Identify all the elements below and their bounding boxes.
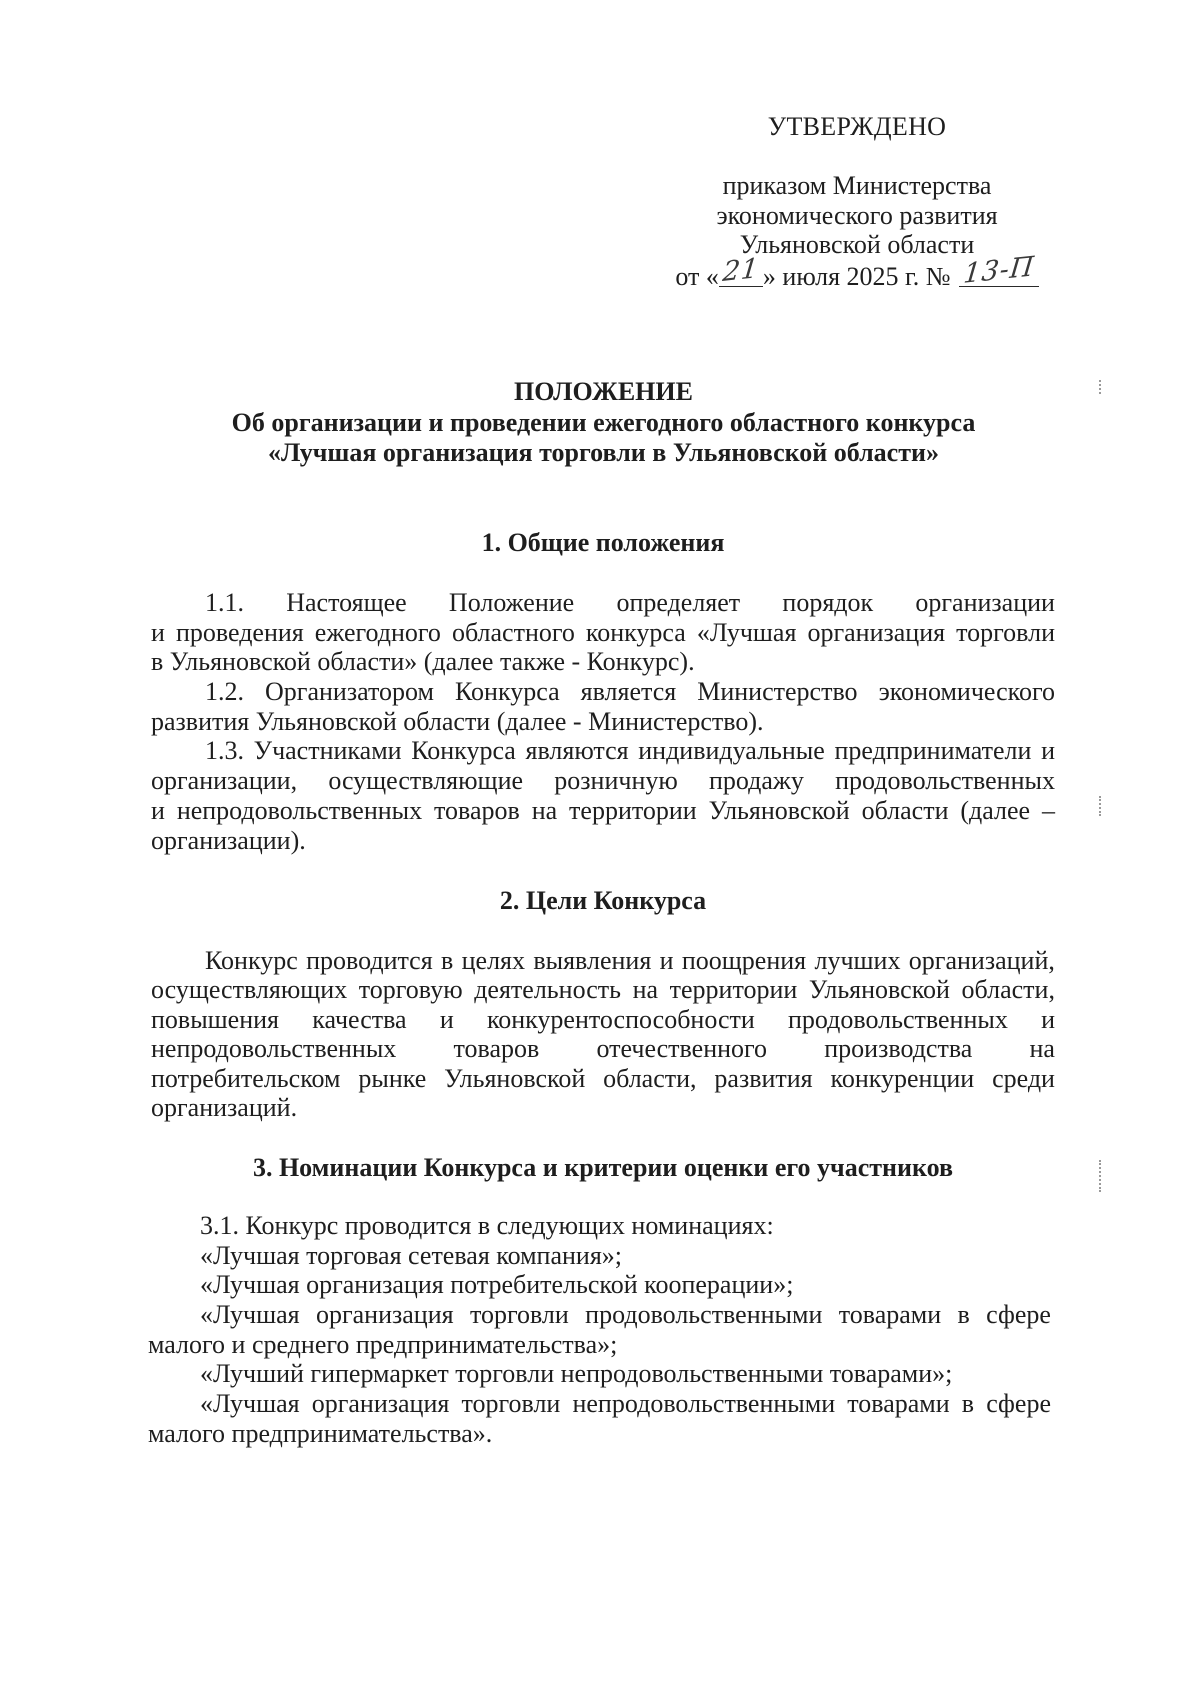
- word: Конкурса: [455, 677, 560, 707]
- document-title: ПОЛОЖЕНИЕ: [514, 377, 693, 406]
- text-line: 3.1. Конкурс проводится в следующих номинациях:: [200, 1211, 774, 1240]
- word: товарами: [838, 1300, 942, 1330]
- word: предприниматели: [834, 736, 1032, 766]
- word: и: [1041, 736, 1055, 766]
- word: ежегодного: [314, 617, 441, 647]
- text-line: в Ульяновской области» (далее также - Конкурс).: [151, 647, 695, 677]
- approval-line: экономического развития: [716, 200, 998, 230]
- section-heading: 3. Номинации Конкурса и критерии оценки его участников: [252, 1153, 954, 1182]
- word: организации: [915, 588, 1055, 617]
- paragraph: [148, 1211, 1051, 1241]
- nomination-item: [148, 1300, 1051, 1359]
- word: лучших: [814, 946, 901, 975]
- word: среди: [992, 1063, 1055, 1093]
- section-heading: 1. Общие положения: [481, 528, 725, 557]
- word: непродовольственными: [572, 1389, 836, 1419]
- word: «Лучшая: [696, 617, 797, 647]
- handwritten-order-number: 13-П: [961, 250, 1036, 290]
- word: выявления: [533, 946, 652, 975]
- word: Ульяновской: [708, 795, 850, 825]
- number-blank: [959, 250, 1039, 290]
- text-line: малого предпринимательства».: [148, 1418, 493, 1448]
- word: непродовольственных: [176, 795, 423, 825]
- word: сфере: [986, 1300, 1051, 1330]
- section-body: [151, 588, 1055, 855]
- word: и: [1041, 1004, 1055, 1034]
- nomination-item: [148, 1359, 1051, 1389]
- word: области,: [961, 975, 1055, 1005]
- word: организация: [807, 617, 946, 647]
- word: розничную: [554, 766, 678, 796]
- paragraph: [151, 946, 1055, 1122]
- word: осуществляющих: [151, 975, 348, 1005]
- word: «Лучшая: [200, 1300, 300, 1330]
- word: конкурса: [585, 617, 686, 647]
- nomination-item: [148, 1241, 1051, 1271]
- word: (далее: [960, 795, 1031, 825]
- text-line: [205, 588, 1055, 618]
- word: торговли: [469, 1300, 569, 1330]
- text-line: [205, 677, 1055, 707]
- word: порядок: [782, 588, 874, 617]
- word: Настоящее: [286, 588, 407, 617]
- word: рынке: [358, 1063, 427, 1093]
- word: поощрения: [681, 946, 807, 975]
- approval-line: приказом Министерства: [722, 171, 992, 200]
- word: и: [151, 795, 165, 825]
- word: отечественного: [596, 1034, 768, 1064]
- word: области,: [603, 1063, 697, 1093]
- approval-heading: УТВЕРЖДЕНО: [767, 112, 947, 141]
- word: продовольственными: [585, 1300, 823, 1330]
- text-line: [151, 1064, 1055, 1093]
- word: и: [151, 617, 165, 647]
- word: 1.3.: [205, 736, 244, 766]
- word: целях: [461, 946, 526, 975]
- word: 1.2.: [205, 677, 244, 707]
- day-blank: [719, 252, 763, 288]
- section-body: [151, 946, 1055, 1122]
- scan-mark: [1099, 796, 1101, 816]
- word: области: [861, 795, 949, 825]
- word: торговли: [461, 1389, 561, 1419]
- word: конкуренции: [830, 1063, 975, 1093]
- word: на: [632, 975, 659, 1005]
- nomination-item: [148, 1270, 1051, 1300]
- word: Министерство: [697, 677, 858, 707]
- word: областного: [451, 617, 575, 647]
- paragraph: [151, 736, 1055, 855]
- word: в: [961, 1389, 975, 1419]
- word: на: [531, 795, 558, 825]
- word: Участниками: [253, 736, 402, 766]
- word: продажу: [709, 766, 804, 796]
- word: индивидуальные: [638, 736, 825, 766]
- text-line: развития Ульяновской области (далее - Министерство).: [151, 706, 764, 736]
- word: торговли: [956, 617, 1055, 647]
- text-line: «Лучшая торговая сетевая компания»;: [200, 1240, 623, 1270]
- word: потребительском: [151, 1063, 341, 1093]
- word: организация: [315, 1300, 454, 1330]
- text-line: «Лучшая организация потребительской кооперации»;: [200, 1270, 794, 1300]
- word: товаров: [434, 795, 520, 825]
- text-line: [200, 1300, 1051, 1330]
- word: осуществляющие: [328, 766, 524, 796]
- word: качества: [312, 1004, 407, 1034]
- word: на: [1029, 1034, 1055, 1064]
- word: непродовольственных: [151, 1034, 397, 1064]
- word: Положение: [448, 588, 575, 617]
- word: организаций,: [908, 946, 1055, 975]
- word: определяет: [616, 588, 741, 617]
- word: 1.1.: [205, 588, 244, 617]
- word: деятельность: [474, 975, 621, 1005]
- word: повышения: [151, 1004, 280, 1034]
- word: организация: [311, 1389, 450, 1419]
- document-subtitle-line: Об организации и проведении ежегодного областного конкурса: [231, 407, 976, 437]
- text-line: [151, 1034, 1055, 1063]
- word: Ульяновской: [444, 1063, 586, 1093]
- word: и: [659, 946, 674, 975]
- word: торговую: [358, 975, 463, 1005]
- text-line: малого и среднего предпринимательства»;: [148, 1329, 618, 1359]
- word: Ульяновской: [808, 975, 950, 1005]
- text-line: [151, 796, 1055, 826]
- word: является: [580, 677, 677, 707]
- word: в: [957, 1300, 970, 1330]
- approval-block: [657, 171, 1057, 289]
- word: проведения: [175, 617, 304, 647]
- word: и: [439, 1004, 454, 1034]
- word: продовольственных: [788, 1004, 1008, 1034]
- scan-mark: [1099, 380, 1101, 394]
- word: конкурентоспособности: [486, 1004, 755, 1034]
- word: территории: [569, 795, 697, 825]
- text-line: организаций.: [151, 1092, 298, 1122]
- paragraph: [151, 677, 1055, 736]
- word: проводится: [306, 946, 433, 975]
- text-line: [151, 618, 1055, 648]
- text-line: «Лучший гипермаркет торговли непродовольственными товарами»;: [200, 1359, 953, 1389]
- word: Организатором: [265, 677, 434, 707]
- word: территории: [669, 975, 798, 1005]
- text-line: [151, 975, 1055, 1004]
- text-line: [151, 1005, 1055, 1034]
- word: развития: [714, 1063, 813, 1093]
- word: товаров: [453, 1034, 540, 1064]
- approval-date-line: [657, 250, 1057, 291]
- word: продовольственных: [835, 766, 1055, 796]
- approval-date-prefix: от «: [675, 261, 719, 291]
- section-body: [148, 1211, 1051, 1449]
- word: товарами: [847, 1389, 950, 1419]
- nomination-item: [148, 1389, 1051, 1448]
- approval-date-mid: » июля 2025 г. №: [762, 261, 951, 291]
- text-line: [205, 946, 1055, 975]
- word: являются: [525, 736, 629, 766]
- scan-mark: [1099, 1160, 1101, 1192]
- approval-line: Ульяновской области: [739, 230, 975, 260]
- word: экономического: [878, 677, 1055, 707]
- word: в: [441, 946, 454, 975]
- word: –: [1042, 795, 1055, 825]
- document-title-block: [151, 377, 1056, 469]
- text-line: [151, 766, 1055, 796]
- handwritten-day: 21: [721, 252, 761, 288]
- text-line: организации).: [151, 825, 306, 855]
- document-subtitle-line: «Лучшая организация торговли в Ульяновской области»: [268, 438, 939, 467]
- word: организации,: [151, 766, 298, 796]
- text-line: [200, 1389, 1051, 1419]
- paragraph: [151, 588, 1055, 677]
- word: «Лучшая: [200, 1389, 300, 1419]
- word: сфере: [986, 1389, 1051, 1419]
- section-heading: 2. Цели Конкурса: [499, 886, 707, 915]
- word: Конкурса: [411, 736, 516, 766]
- word: производства: [824, 1034, 973, 1064]
- word: Конкурс: [205, 946, 298, 975]
- text-line: [205, 736, 1055, 766]
